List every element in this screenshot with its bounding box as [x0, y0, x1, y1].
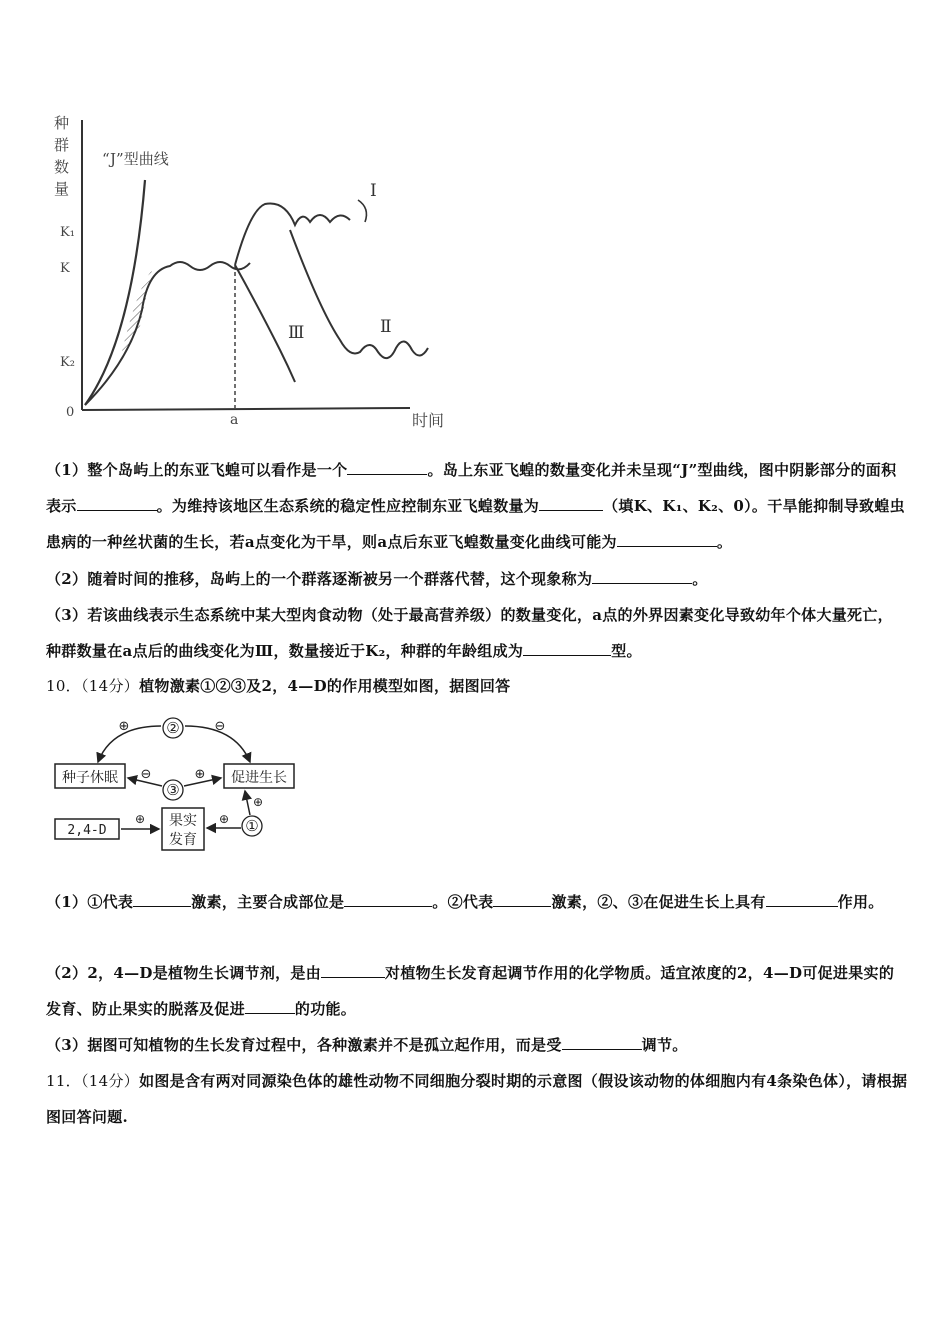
- sign-24d-fruit: ⊕: [134, 812, 146, 826]
- q9-text: （1）整个岛屿上的东亚飞蝗可以看作是一个: [46, 461, 348, 479]
- label-fruit-1: 果实: [169, 813, 197, 829]
- sign-2-growth: ⊖: [214, 719, 226, 734]
- answer-blank[interactable]: [77, 496, 157, 511]
- x-axis: [82, 408, 410, 410]
- q9-text: （2）随着时间的推移，岛屿上的一个群落逐渐被另一个群落代替，这个现象称为: [46, 570, 593, 588]
- y-label-char: 量: [54, 180, 70, 198]
- y-label-char: 群: [54, 136, 70, 154]
- sign-1-growth: ⊕: [252, 795, 264, 809]
- hormone-diagram: [40, 712, 310, 862]
- label-promote-growth: 促进生长: [231, 770, 287, 786]
- q9-text: 。: [716, 533, 733, 551]
- q9-text: 。: [692, 570, 708, 588]
- q10-text: 对植物生长发育起调节作用的化学物质。适宜浓度的2，4—D可促进果实的发育、防止果实的脱落及促进: [46, 964, 895, 1018]
- question-score: （14分）: [81, 1072, 140, 1090]
- s-curve: [85, 262, 250, 405]
- answer-blank[interactable]: [617, 532, 717, 547]
- answer-blank[interactable]: [766, 892, 838, 907]
- question-number: 11．: [46, 1072, 81, 1090]
- j-curve-label: “J”型曲线: [102, 150, 169, 168]
- curve-iii-label: Ⅲ: [288, 323, 305, 343]
- q10-text: 激素，②、③在促进生长上具有: [551, 893, 766, 911]
- tick-k2: K₂: [60, 355, 75, 370]
- tick-k1: K₁: [60, 225, 75, 240]
- tick-k: K: [60, 261, 70, 276]
- answer-blank[interactable]: [347, 460, 427, 475]
- curve-iii: [235, 265, 295, 382]
- q9-part1: [46, 452, 908, 560]
- answer-blank[interactable]: [245, 999, 295, 1014]
- q10-text: 作用。: [837, 893, 884, 911]
- q10-stem: [46, 668, 908, 704]
- q10-text: （3）据图可知植物的生长发育过程中，各种激素并不是孤立起作用，而是受: [46, 1036, 562, 1054]
- q10-text: （2）2，4—D是植物生长调节剂，是由: [46, 964, 322, 982]
- q9-part2: [46, 561, 908, 597]
- answer-blank[interactable]: [523, 641, 611, 656]
- answer-blank[interactable]: [321, 963, 385, 978]
- y-axis-label: [54, 114, 74, 198]
- answer-blank[interactable]: [562, 1035, 642, 1050]
- q10-text: 。②代表: [432, 893, 494, 911]
- answer-blank[interactable]: [493, 892, 551, 907]
- tick-origin: 0: [66, 405, 75, 420]
- q10-text: 的功能。: [294, 1000, 357, 1018]
- answer-blank[interactable]: [133, 892, 191, 907]
- curve-ii: [290, 230, 428, 358]
- q10-part3: [46, 1027, 908, 1063]
- sign-3-growth: ⊕: [194, 767, 206, 782]
- question-score: （14分）: [81, 677, 140, 695]
- q10-part1: [46, 884, 908, 920]
- sign-2-dormancy: ⊕: [118, 719, 130, 734]
- arrow-1-to-growth: [245, 791, 250, 815]
- j-curve: [85, 180, 145, 405]
- q9-text: （填K、K₁、K₂、0）。干旱能抑制导致蝗虫患病的一种丝状菌的生长，若a点变化为干旱，则a点后东亚飞蝗数量变化曲线可能为: [46, 497, 905, 551]
- curve-ii-label: Ⅱ: [380, 317, 392, 337]
- q10-part2: [46, 955, 908, 1027]
- sign-1-fruit: ⊕: [218, 812, 230, 826]
- label-hormone-3: ③: [166, 781, 180, 799]
- answer-blank[interactable]: [344, 892, 432, 907]
- q9-text: 。岛上东亚飞蝗的数量变化并未呈现“J”型曲线，图中阴影部分的面积表示: [46, 461, 897, 515]
- q9-text: 型。: [611, 642, 642, 660]
- q9-text: （3）若该曲线表示生态系统中某大型肉食动物（处于最高营养级）的数量变化，a点的外界因素变化导致幼年个体大量死亡，种群数量在a点后的曲线变化为Ⅲ，数量接近于K₂，种群的年龄组成为: [46, 606, 893, 660]
- y-label-char: 数: [54, 158, 70, 176]
- arrow-2-to-dormancy: [98, 726, 161, 762]
- answer-blank[interactable]: [539, 496, 603, 511]
- answer-blank[interactable]: [592, 569, 692, 584]
- q9-text: 。为维持该地区生态系统的稳定性应控制东亚飞蝗数量为: [156, 497, 540, 515]
- q10-text: 调节。: [641, 1036, 688, 1054]
- y-label-char: 种: [54, 114, 70, 132]
- q10-text: （1）①代表: [46, 893, 134, 911]
- curve-i-tail: [358, 200, 366, 222]
- q10-text: 激素，主要合成部位是: [191, 893, 345, 911]
- label-seed-dormancy: 种子休眠: [62, 770, 118, 786]
- question-number: 10．: [46, 677, 81, 695]
- label-hormone-1: ①: [245, 817, 259, 835]
- question-stem: 植物激素①②③及2，4—D的作用模型如图，据图回答: [139, 677, 511, 695]
- question-stem: 如图是含有两对同源染色体的雄性动物不同细胞分裂时期的示意图（假设该动物的体细胞内有4条染色体），请根据图回答问题.: [46, 1072, 908, 1126]
- label-24d: 2,4-D: [67, 823, 107, 838]
- tick-a: a: [230, 412, 239, 428]
- population-curve-figure: [40, 100, 480, 435]
- label-fruit-2: 发育: [169, 832, 197, 848]
- x-axis-label: 时间: [412, 411, 445, 430]
- q9-part3: [46, 597, 908, 669]
- q11-stem: [46, 1063, 908, 1135]
- label-hormone-2: ②: [166, 719, 180, 737]
- sign-3-dormancy: ⊖: [140, 767, 152, 782]
- curve-i-label: Ⅰ: [370, 181, 377, 201]
